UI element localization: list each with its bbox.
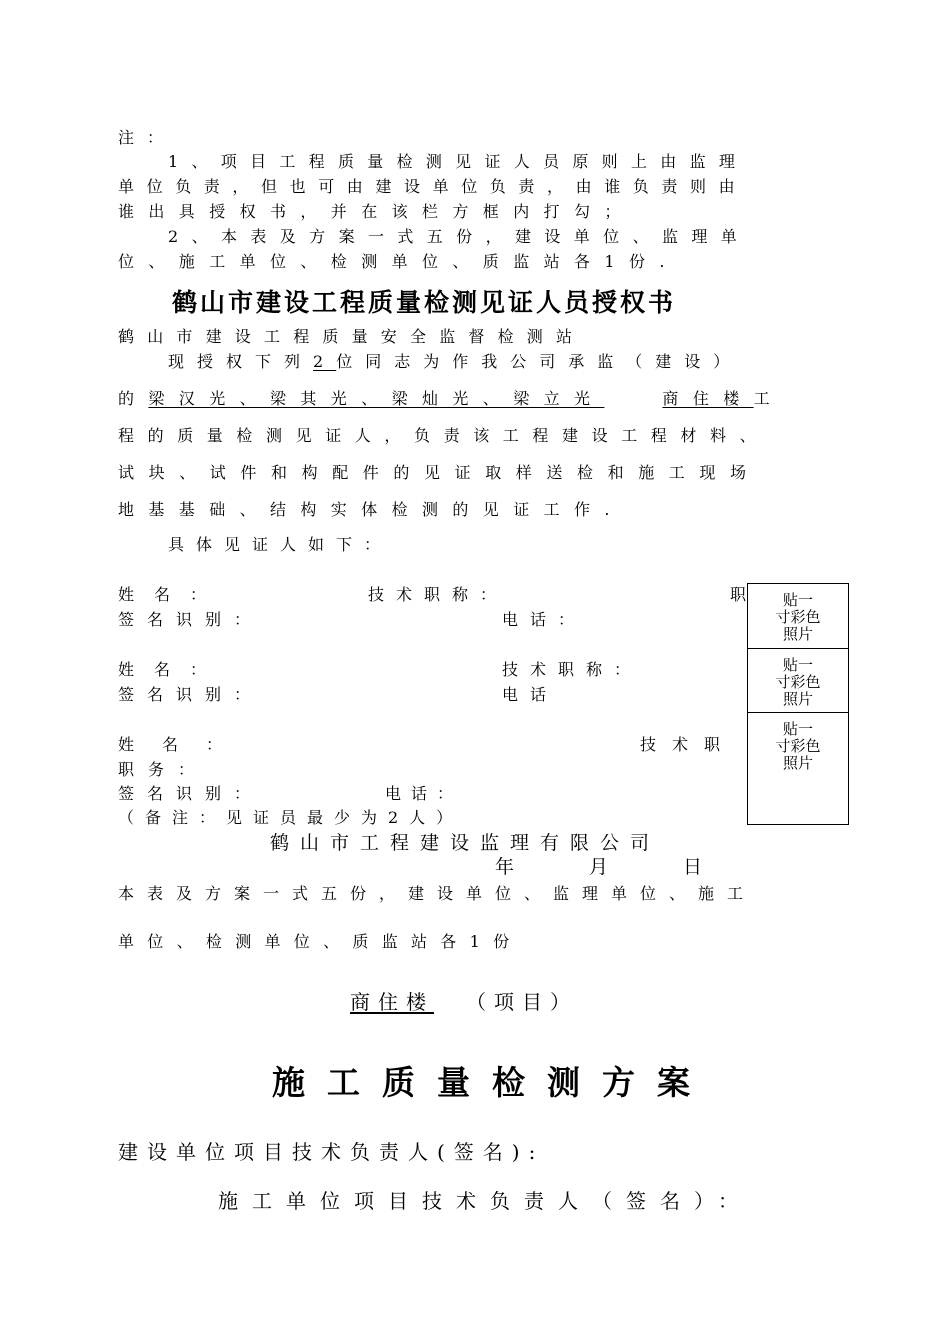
auth-paragraph-line-1 [168,352,742,372]
person-3-title-label: 技术职 [640,735,737,754]
photo-box-1: 贴一 寸彩色 照片 [748,584,848,649]
auth-paragraph-line-3: 程的质量检测见证人，负责该工程建设工程材料、 [118,426,770,445]
footer-line-2: 单位、检测单位、质监站各1份 [118,932,523,951]
auth-paragraph-line-6: 具体见证人如下： [168,535,393,554]
project-line [350,986,578,1015]
p2-text-b: 工 [753,389,785,408]
person-1-sign-label: 签名识别： [118,610,264,629]
person-2-title-label: 技术职称： [502,660,643,679]
auth-paragraph-line-5: 地基基础、结构实体检测的见证工作. [118,500,624,519]
note-1-line-2: 单位负责，但也可由建设单位负责，由谁负责则由 [118,177,748,196]
project-name: 商住楼 [350,990,434,1014]
p1-text-a: 现授权下列 [168,352,314,371]
photo-box-2: 贴一 寸彩色 照片 [748,649,848,713]
photo-box-3: 贴一 寸彩色 照片 [775,720,821,772]
note-1-line-3: 谁出具授权书，并在该栏方框内打勾； [118,202,635,221]
person-3-phone-label: 电话： [385,784,464,803]
note-2-line-1: 2、本表及方案一式五份，建设单位、监理单 [168,227,751,246]
auth-paragraph-line-4: 试块、试件和构配件的见证取样送检和施工现场 [118,463,761,482]
remark: （备注：见证员最少为2人） [118,808,464,827]
authorization-title: 鹤山市建设工程质量检测见证人员授权书 [172,288,677,317]
person-3-sign-label: 签名识别： [118,784,264,803]
person-1-title-label: 技术职称： [368,585,509,604]
build-unit-signature-label: 建设单位项目技术负责人(签名): [118,1140,545,1164]
construct-unit-signature-label: 施工单位项目技术负责人（签名）： [218,1189,752,1213]
company-name: 鹤山市工程建设监理有限公司 [270,832,661,854]
notes-label: 注： [118,128,177,147]
witness-names: 梁汉光、梁其光、梁灿光、梁立光 商住楼 [148,389,754,408]
note-1-line-1: 1、项目工程质量检测见证人员原则上由监理 [168,152,749,171]
p2-text-a: 的 [118,389,149,408]
person-2-sign-label: 签名识别： [118,685,264,704]
date-line: 年 月 日 [495,856,731,878]
plan-title: 施工质量检测方案 [272,1063,712,1102]
auth-paragraph-line-2 [118,389,784,409]
person-1-name-label: 姓名： [118,585,227,604]
person-3-duty-label: 职务： [118,760,209,779]
recipient: 鹤山市建设工程质量安全监督检测站 [118,327,586,346]
project-suffix: （项目） [466,990,578,1014]
witness-count: 2 [313,352,337,371]
footer-line-1: 本表及方案一式五份，建设单位、监理单位、施工 [118,884,757,903]
person-1-phone-label: 电话： [502,610,587,629]
person-2-phone-label: 电话 [502,685,559,704]
person-2-name-label: 姓名： [118,660,227,679]
p1-text-b: 位同志为作我公司承监（建设） [336,352,743,371]
person-1-title-cut: 职 [730,585,747,604]
person-3-name-label: 姓名： [118,735,251,754]
photo-boxes [747,583,849,825]
note-2-line-2: 位、施工单位、检测单位、质监站各1份. [118,252,679,271]
